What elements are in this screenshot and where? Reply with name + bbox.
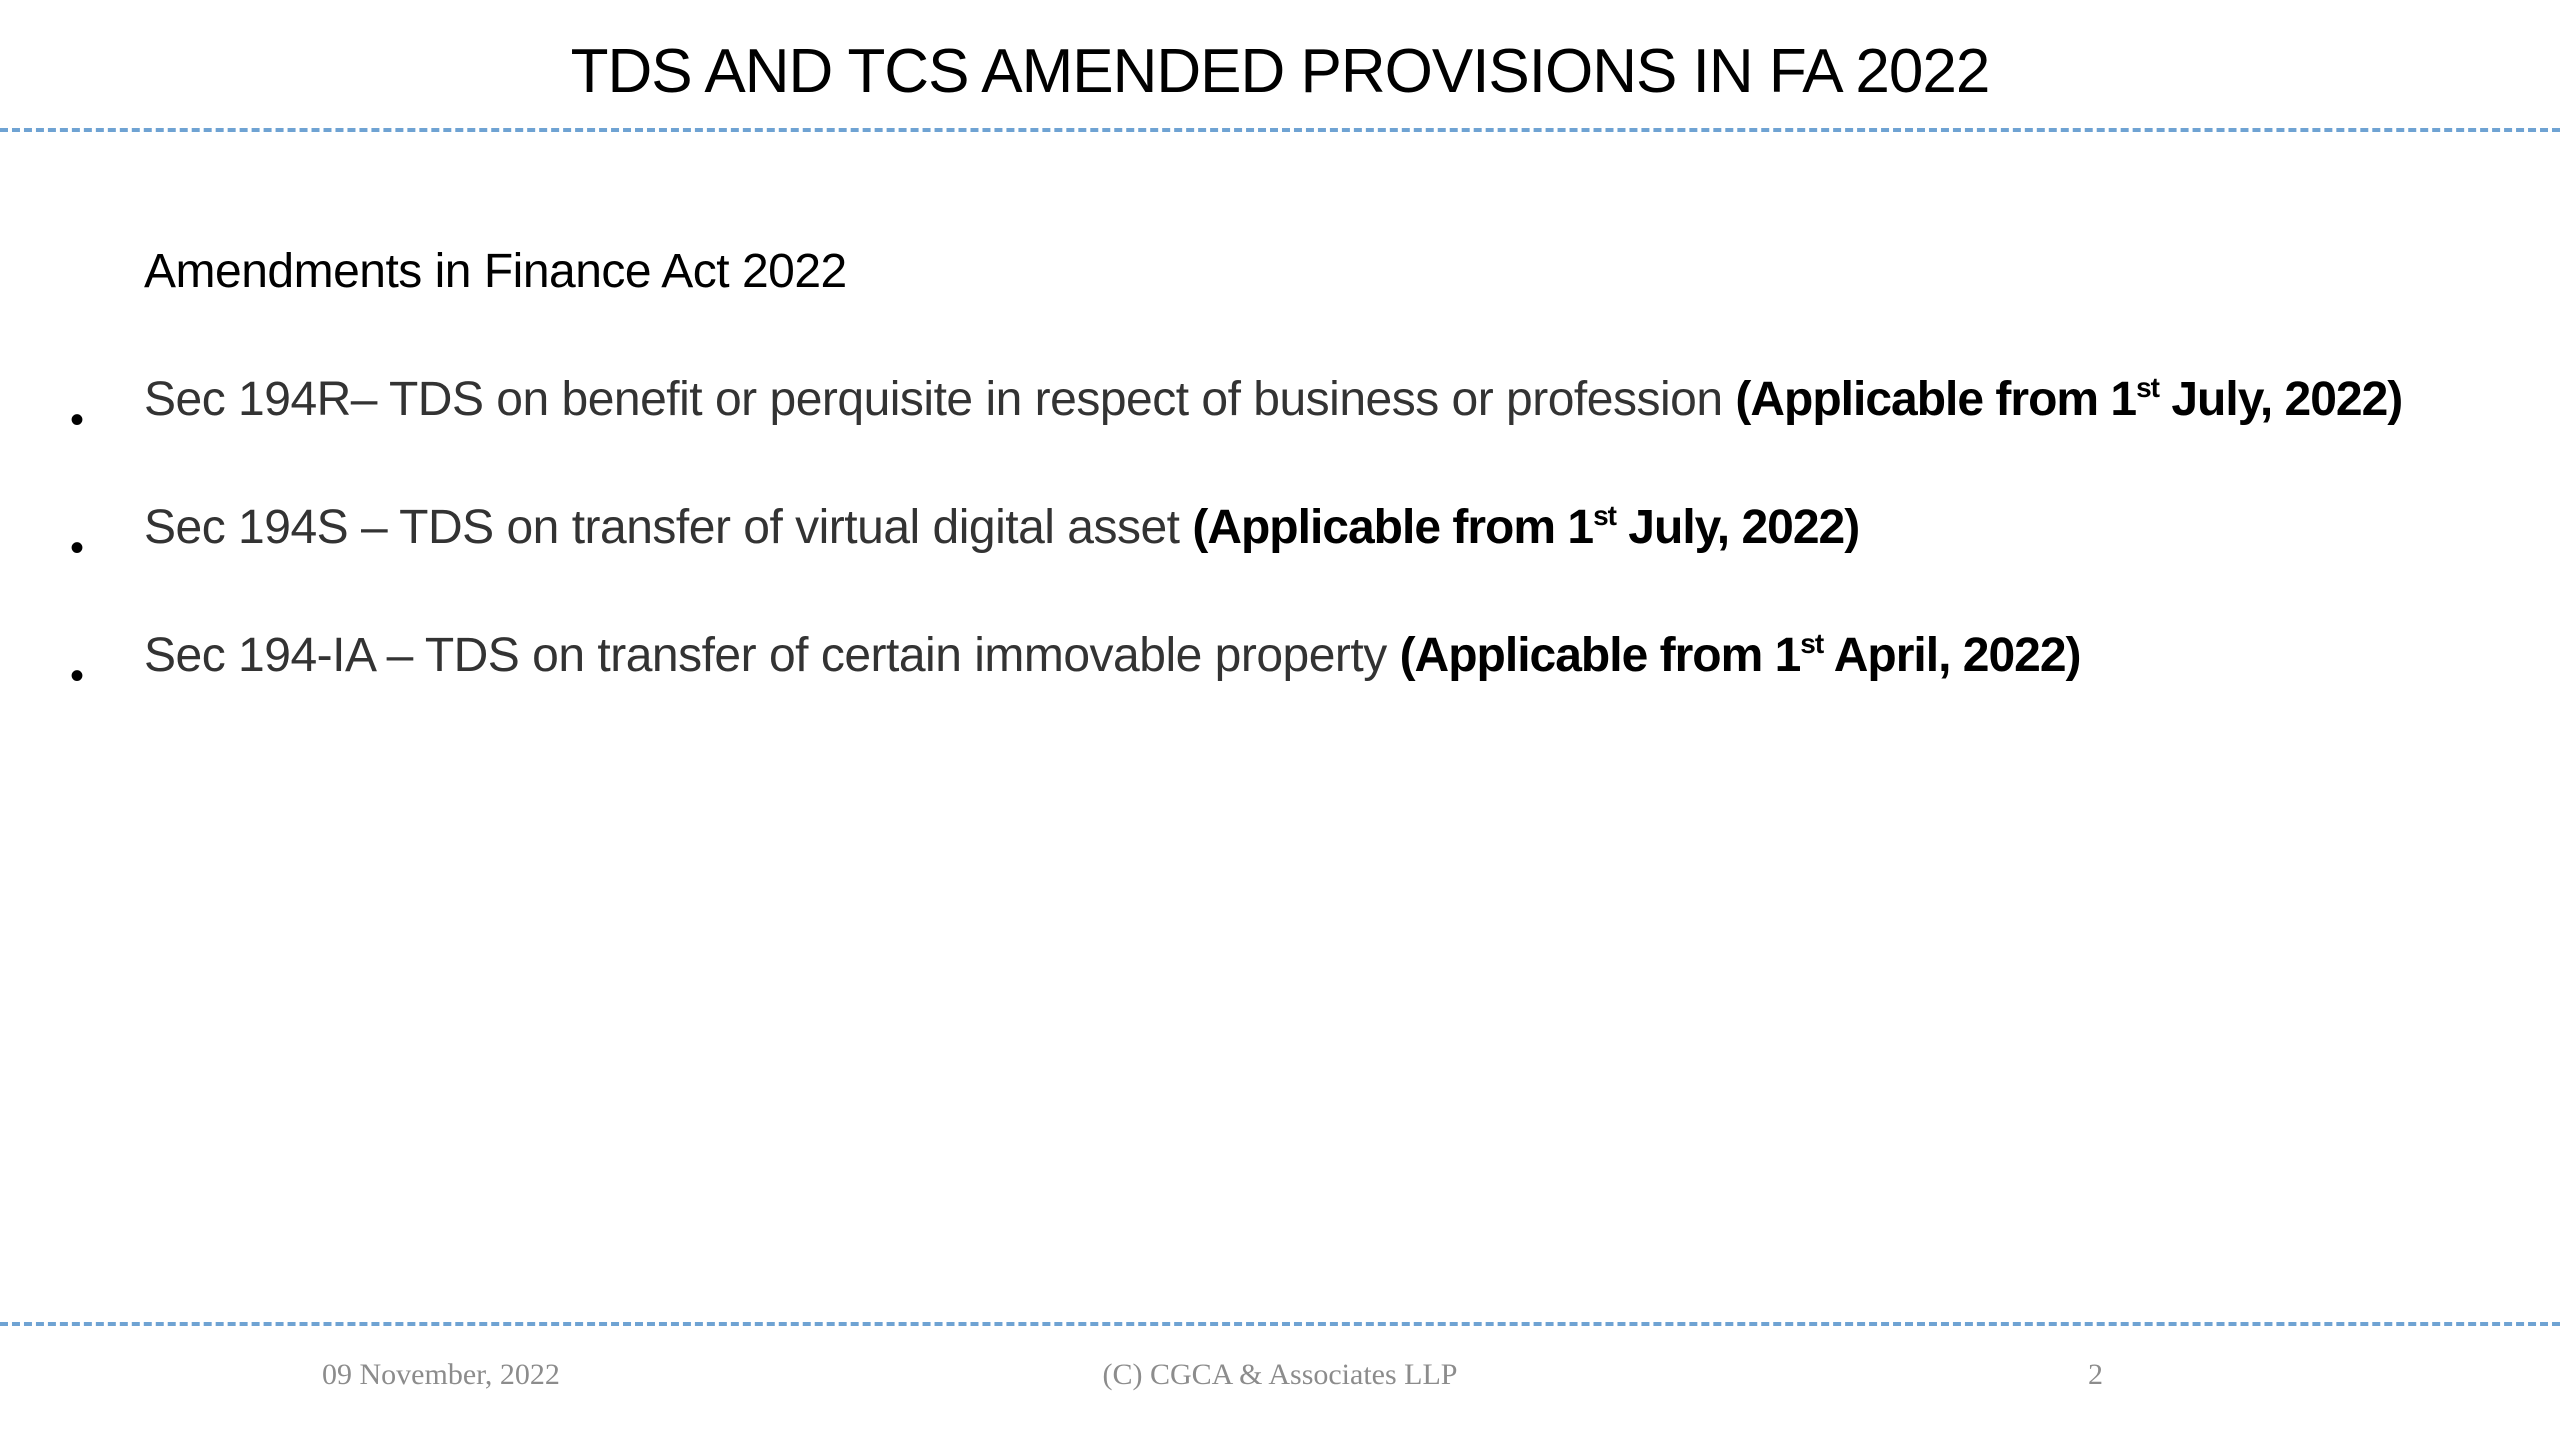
applicability-note bbox=[1400, 629, 2081, 682]
footer-date: 09 November, 2022 bbox=[322, 1358, 560, 1391]
ordinal-suffix: st bbox=[1800, 628, 1824, 659]
applicability-prefix: (Applicable from 1 bbox=[1399, 629, 1801, 682]
footer-organization: (C) CGCA & Associates LLP bbox=[1102, 1358, 1458, 1391]
ordinal-suffix: st bbox=[1593, 500, 1616, 531]
applicability-date: July, 2022) bbox=[1615, 501, 1860, 554]
applicability-date: April, 2022) bbox=[1823, 629, 2081, 682]
applicability-prefix: (Applicable from 1 bbox=[1735, 373, 2137, 426]
slide-title: TDS AND TCS AMENDED PROVISIONS IN FA 2022 bbox=[570, 37, 1990, 106]
top-divider bbox=[0, 128, 2560, 132]
provision-description: Sec 194S – TDS on transfer of virtual digital asset bbox=[144, 501, 1193, 554]
applicability-note bbox=[1192, 501, 1859, 554]
applicability-prefix: (Applicable from 1 bbox=[1192, 501, 1594, 554]
bullet-icon: • bbox=[70, 526, 85, 570]
bullet-icon: • bbox=[70, 654, 85, 698]
bottom-divider bbox=[0, 1322, 2560, 1326]
provision-description: Sec 194-IA – TDS on transfer of certain immovable property bbox=[144, 629, 1400, 682]
bullet-icon: • bbox=[70, 398, 85, 442]
ordinal-suffix: st bbox=[2136, 372, 2159, 403]
list-item bbox=[0, 368, 2560, 496]
provision-description: Sec 194R– TDS on benefit or perquisite in respect of business or profession bbox=[144, 373, 1736, 426]
list-item-text bbox=[144, 368, 2402, 432]
list-item bbox=[0, 496, 2560, 624]
list-item bbox=[0, 624, 2560, 752]
list-item-text bbox=[144, 624, 2081, 688]
slide-subheading: Amendments in Finance Act 2022 bbox=[144, 245, 847, 298]
applicability-date: July, 2022) bbox=[2159, 373, 2403, 426]
page-number: 2 bbox=[2088, 1358, 2103, 1391]
list-item-text bbox=[144, 496, 1859, 560]
applicability-note bbox=[1735, 373, 2402, 426]
bullet-list bbox=[0, 368, 2560, 752]
